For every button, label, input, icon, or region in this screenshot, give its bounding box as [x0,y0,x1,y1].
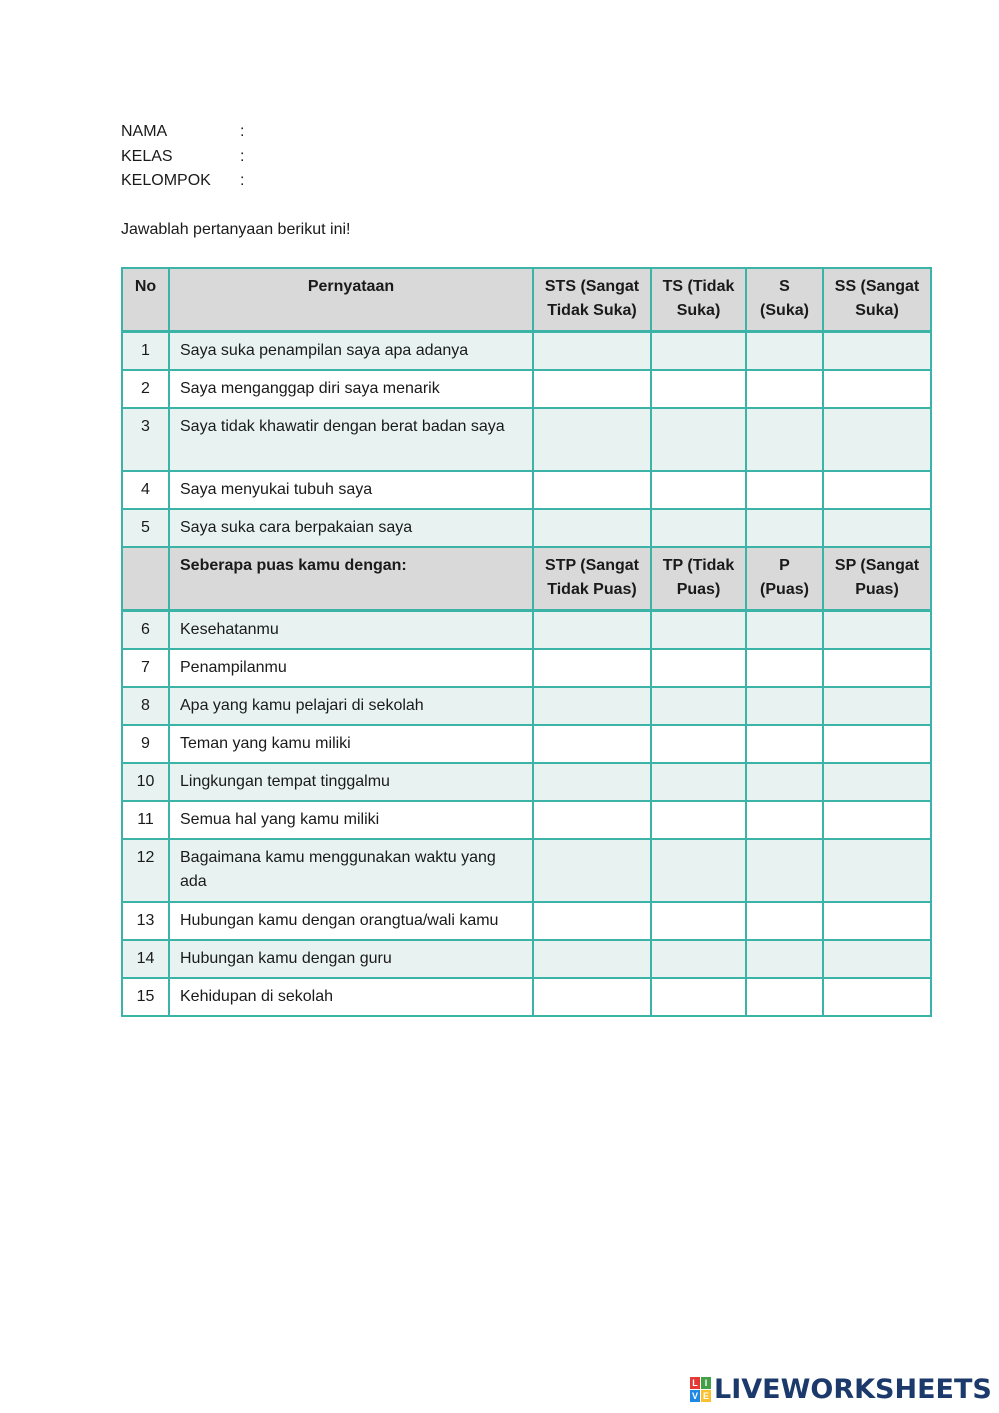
answer-cell-option-1[interactable] [533,940,651,978]
answer-cell-option-4[interactable] [823,763,931,801]
row-statement: Bagaimana kamu menggunakan waktu yang ada [169,839,533,902]
logo-letter-tile: L [690,1377,700,1389]
table-row [122,839,931,902]
row-number: 6 [122,611,169,650]
answer-cell-option-1[interactable] [533,978,651,1016]
table-row [122,509,931,547]
answer-cell-option-3[interactable] [746,763,823,801]
row-number: 14 [122,940,169,978]
answer-cell-option-4[interactable] [823,839,931,902]
answer-cell-option-1[interactable] [533,839,651,902]
student-info-block [121,120,244,194]
table-row [122,687,931,725]
header-opt4: SS (Sangat Suka) [823,268,931,332]
answer-cell-option-1[interactable] [533,763,651,801]
kelompok-separator: : [240,172,245,189]
logo-text: LIVEWORKSHEETS [714,1373,992,1405]
answer-cell-option-2[interactable] [651,687,746,725]
answer-cell-option-3[interactable] [746,725,823,763]
answer-cell-option-1[interactable] [533,649,651,687]
table-row [122,725,931,763]
answer-cell-option-3[interactable] [746,940,823,978]
table-row [122,801,931,839]
row-statement: Penampilanmu [169,649,533,687]
row-statement: Semua hal yang kamu miliki [169,801,533,839]
row-number: 7 [122,649,169,687]
answer-cell-option-4[interactable] [823,725,931,763]
row-number: 11 [122,801,169,839]
answer-cell-option-3[interactable] [746,332,823,371]
answer-cell-option-2[interactable] [651,725,746,763]
row-number: 3 [122,408,169,471]
instruction-text: Jawablah pertanyaan berikut ini! [121,221,351,238]
survey-table [121,267,932,1017]
row-statement: Saya tidak khawatir dengan berat badan saya [169,408,533,471]
answer-cell-option-4[interactable] [823,978,931,1016]
row-statement: Teman yang kamu miliki [169,725,533,763]
liveworksheets-logo [690,1373,992,1405]
answer-cell-option-3[interactable] [746,978,823,1016]
answer-cell-option-1[interactable] [533,902,651,940]
answer-cell-option-4[interactable] [823,471,931,509]
answer-cell-option-4[interactable] [823,408,931,471]
row-number: 5 [122,509,169,547]
row-statement: Saya menyukai tubuh saya [169,471,533,509]
answer-cell-option-2[interactable] [651,649,746,687]
row-number: 13 [122,902,169,940]
table-subheader-row [122,547,931,611]
answer-cell-option-1[interactable] [533,611,651,650]
answer-cell-option-1[interactable] [533,471,651,509]
nama-separator: : [240,123,245,140]
answer-cell-option-3[interactable] [746,902,823,940]
row-number: 9 [122,725,169,763]
row-statement: Kesehatanmu [169,611,533,650]
row-statement: Hubungan kamu dengan guru [169,940,533,978]
table-header-row [122,268,931,332]
answer-cell-option-3[interactable] [746,408,823,471]
answer-cell-option-1[interactable] [533,801,651,839]
answer-cell-option-3[interactable] [746,509,823,547]
row-number: 1 [122,332,169,371]
table-row [122,649,931,687]
answer-cell-option-4[interactable] [823,332,931,371]
subheader-no [122,547,169,611]
answer-cell-option-2[interactable] [651,801,746,839]
answer-cell-option-2[interactable] [651,940,746,978]
table-row [122,940,931,978]
logo-letter-tile: V [691,1391,698,1401]
subheader-opt4: SP (Sangat Puas) [823,547,931,611]
answer-cell-option-1[interactable] [533,687,651,725]
subheader-label: Seberapa puas kamu dengan: [169,547,533,611]
answer-cell-option-2[interactable] [651,370,746,408]
row-statement: Saya menganggap diri saya menarik [169,370,533,408]
answer-cell-option-2[interactable] [651,763,746,801]
answer-cell-option-3[interactable] [746,801,823,839]
answer-cell-option-2[interactable] [651,408,746,471]
answer-cell-option-4[interactable] [823,509,931,547]
answer-cell-option-2[interactable] [651,611,746,650]
row-statement: Saya suka cara berpakaian saya [169,509,533,547]
logo-letter-tile: E [702,1391,709,1401]
table-row [122,471,931,509]
row-statement: Apa yang kamu pelajari di sekolah [169,687,533,725]
table-row [122,763,931,801]
header-statement: Pernyataan [169,268,533,332]
row-statement: Lingkungan tempat tinggalmu [169,763,533,801]
info-row-kelas [121,145,244,170]
answer-cell-option-4[interactable] [823,611,931,650]
answer-cell-option-2[interactable] [651,471,746,509]
answer-cell-option-4[interactable] [823,801,931,839]
row-statement: Saya suka penampilan saya apa adanya [169,332,533,371]
row-number: 12 [122,839,169,902]
row-number: 15 [122,978,169,1016]
answer-cell-option-1[interactable] [533,408,651,471]
table-row [122,408,931,471]
row-statement: Kehidupan di sekolah [169,978,533,1016]
logo-mark-icon [690,1377,710,1401]
table-row [122,902,931,940]
answer-cell-option-4[interactable] [823,687,931,725]
table-row [122,370,931,408]
answer-cell-option-2[interactable] [651,332,746,371]
answer-cell-option-2[interactable] [651,509,746,547]
answer-cell-option-3[interactable] [746,471,823,509]
row-number: 4 [122,471,169,509]
kelompok-label: KELOMPOK [121,172,211,189]
answer-cell-option-3[interactable] [746,687,823,725]
table-row [122,332,931,371]
answer-cell-option-3[interactable] [746,839,823,902]
answer-cell-option-2[interactable] [651,902,746,940]
info-row-nama [121,120,244,145]
answer-cell-option-1[interactable] [533,332,651,371]
logo-letter-tile: I [701,1377,711,1389]
header-opt1: STS (Sangat Tidak Suka) [533,268,651,332]
header-no: No [122,268,169,332]
answer-cell-option-3[interactable] [746,611,823,650]
subheader-opt1: STP (Sangat Tidak Puas) [533,547,651,611]
table-row [122,611,931,650]
row-number: 8 [122,687,169,725]
row-number: 10 [122,763,169,801]
header-opt3: S (Suka) [746,268,823,332]
subheader-opt2: TP (Tidak Puas) [651,547,746,611]
answer-cell-option-1[interactable] [533,725,651,763]
subheader-opt3: P (Puas) [746,547,823,611]
answer-cell-option-3[interactable] [746,370,823,408]
header-opt2: TS (Tidak Suka) [651,268,746,332]
row-statement: Hubungan kamu dengan orangtua/wali kamu [169,902,533,940]
row-number: 2 [122,370,169,408]
answer-cell-option-4[interactable] [823,940,931,978]
answer-cell-option-4[interactable] [823,370,931,408]
answer-cell-option-4[interactable] [823,649,931,687]
info-row-kelompok [121,169,244,194]
table-row [122,978,931,1016]
nama-label: NAMA [121,123,168,140]
answer-cell-option-1[interactable] [533,370,651,408]
kelas-separator: : [240,147,245,165]
answer-cell-option-2[interactable] [651,839,746,902]
kelas-label: KELAS [121,147,173,165]
answer-cell-option-4[interactable] [823,902,931,940]
answer-cell-option-2[interactable] [651,978,746,1016]
answer-cell-option-1[interactable] [533,509,651,547]
answer-cell-option-3[interactable] [746,649,823,687]
